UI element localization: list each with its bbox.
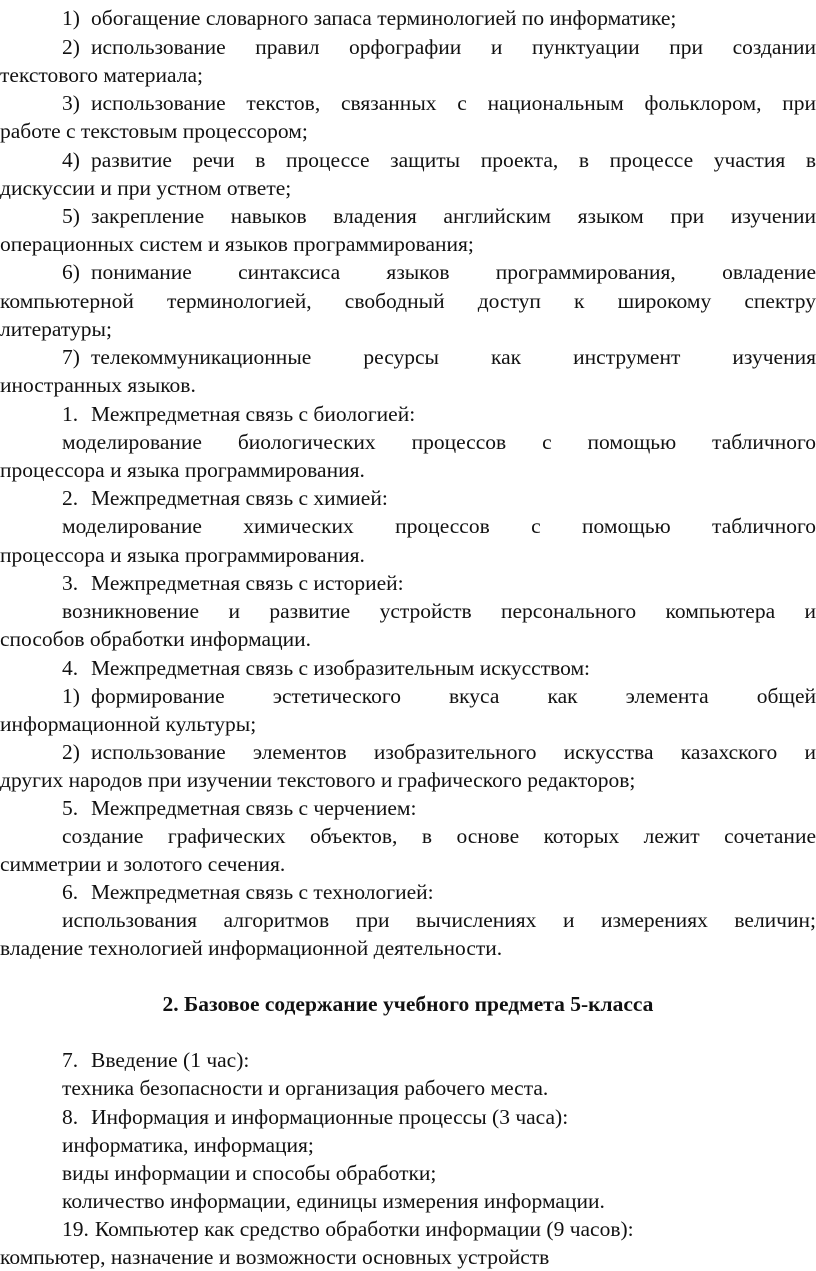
link-chemistry-line: моделирование химических процессов с помощью табличного xyxy=(62,514,816,538)
link-biology-cont: процессора и языка программирования. xyxy=(0,458,365,482)
link-technology-title: 6. Межпредметная связь с технологией: xyxy=(62,880,434,904)
list-item-5: 5) закрепление навыков владения английским языком при изучении xyxy=(62,204,816,228)
link-history-cont: способов обработки информации. xyxy=(0,627,311,651)
list-item-1: 1) обогащение словарного запаса терминологией по информатике; xyxy=(62,6,677,30)
content-computer-title: 19. Компьютер как средство обработки информации (9 часов): xyxy=(62,1217,634,1241)
section-heading: 2. Базовое содержание учебного предмета 5-класса xyxy=(162,992,654,1016)
list-item-2-cont: текстового материала; xyxy=(0,63,204,87)
list-item-4-cont: дискуссии и при устном ответе; xyxy=(0,176,292,200)
link-biology-line: моделирование биологических процессов с помощью табличного xyxy=(62,430,816,454)
content-computer-line: компьютер, назначение и возможности основных устройств xyxy=(0,1245,550,1269)
list-item-5-cont: операционных систем и языков программирования; xyxy=(0,232,474,256)
art-item-2: 2) использование элементов изобразительного искусства казахского и xyxy=(62,740,816,764)
art-item-2-cont: других народов при изучении текстового и графического редакторов; xyxy=(0,768,636,792)
content-info-line-2: виды информации и способы обработки; xyxy=(62,1161,437,1185)
list-item-2: 2) использование правил орфографии и пунктуации при создании xyxy=(62,35,816,59)
content-info-line-1: информатика, информация; xyxy=(62,1133,314,1157)
list-item-6-cont2: литературы; xyxy=(0,317,112,341)
content-intro-line: техника безопасности и организация рабочего места. xyxy=(62,1076,549,1100)
link-art-title: 4. Межпредметная связь с изобразительным искусством: xyxy=(62,656,591,680)
link-drafting-title: 5. Межпредметная связь с черчением: xyxy=(62,796,417,820)
content-info-title: 8. Информация и информационные процессы (3 часа): xyxy=(62,1105,569,1129)
content-intro-title: 7. Введение (1 час): xyxy=(62,1048,250,1072)
link-drafting-cont: симметрии и золотого сечения. xyxy=(0,852,286,876)
list-item-7: 7) телекоммуникационные ресурсы как инструмент изучения xyxy=(62,345,816,369)
link-chemistry-title: 2. Межпредметная связь с химией: xyxy=(62,486,388,510)
list-item-4: 4) развитие речи в процессе защиты проекта, в процессе участия в xyxy=(62,148,816,172)
list-item-6-cont: компьютерной терминологией, свободный доступ к широкому спектру xyxy=(0,289,816,313)
link-biology-title: 1. Межпредметная связь с биологией: xyxy=(62,402,416,426)
list-item-6: 6) понимание синтаксиса языков программирования, овладение xyxy=(62,260,816,284)
link-history-title: 3. Межпредметная связь с историей: xyxy=(62,571,404,595)
art-item-1-cont: информационной культуры; xyxy=(0,712,257,736)
content-info-line-3: количество информации, единицы измерения информации. xyxy=(62,1189,605,1213)
link-history-line: возникновение и развитие устройств персонального компьютера и xyxy=(62,599,816,623)
link-technology-cont: владение технологией информационной деятельности. xyxy=(0,936,503,960)
list-item-3: 3) использование текстов, связанных с национальным фольклором, при xyxy=(62,91,816,115)
list-item-3-cont: работе с текстовым процессором; xyxy=(0,119,308,143)
list-item-7-cont: иностранных языков. xyxy=(0,373,196,397)
link-technology-line: использования алгоритмов при вычислениях и измерениях величин; xyxy=(62,908,816,932)
link-chemistry-cont: процессора и языка программирования. xyxy=(0,543,365,567)
link-drafting-line: создание графических объектов, в основе которых лежит сочетание xyxy=(62,824,816,848)
art-item-1: 1) формирование эстетического вкуса как элемента общей xyxy=(62,684,816,708)
